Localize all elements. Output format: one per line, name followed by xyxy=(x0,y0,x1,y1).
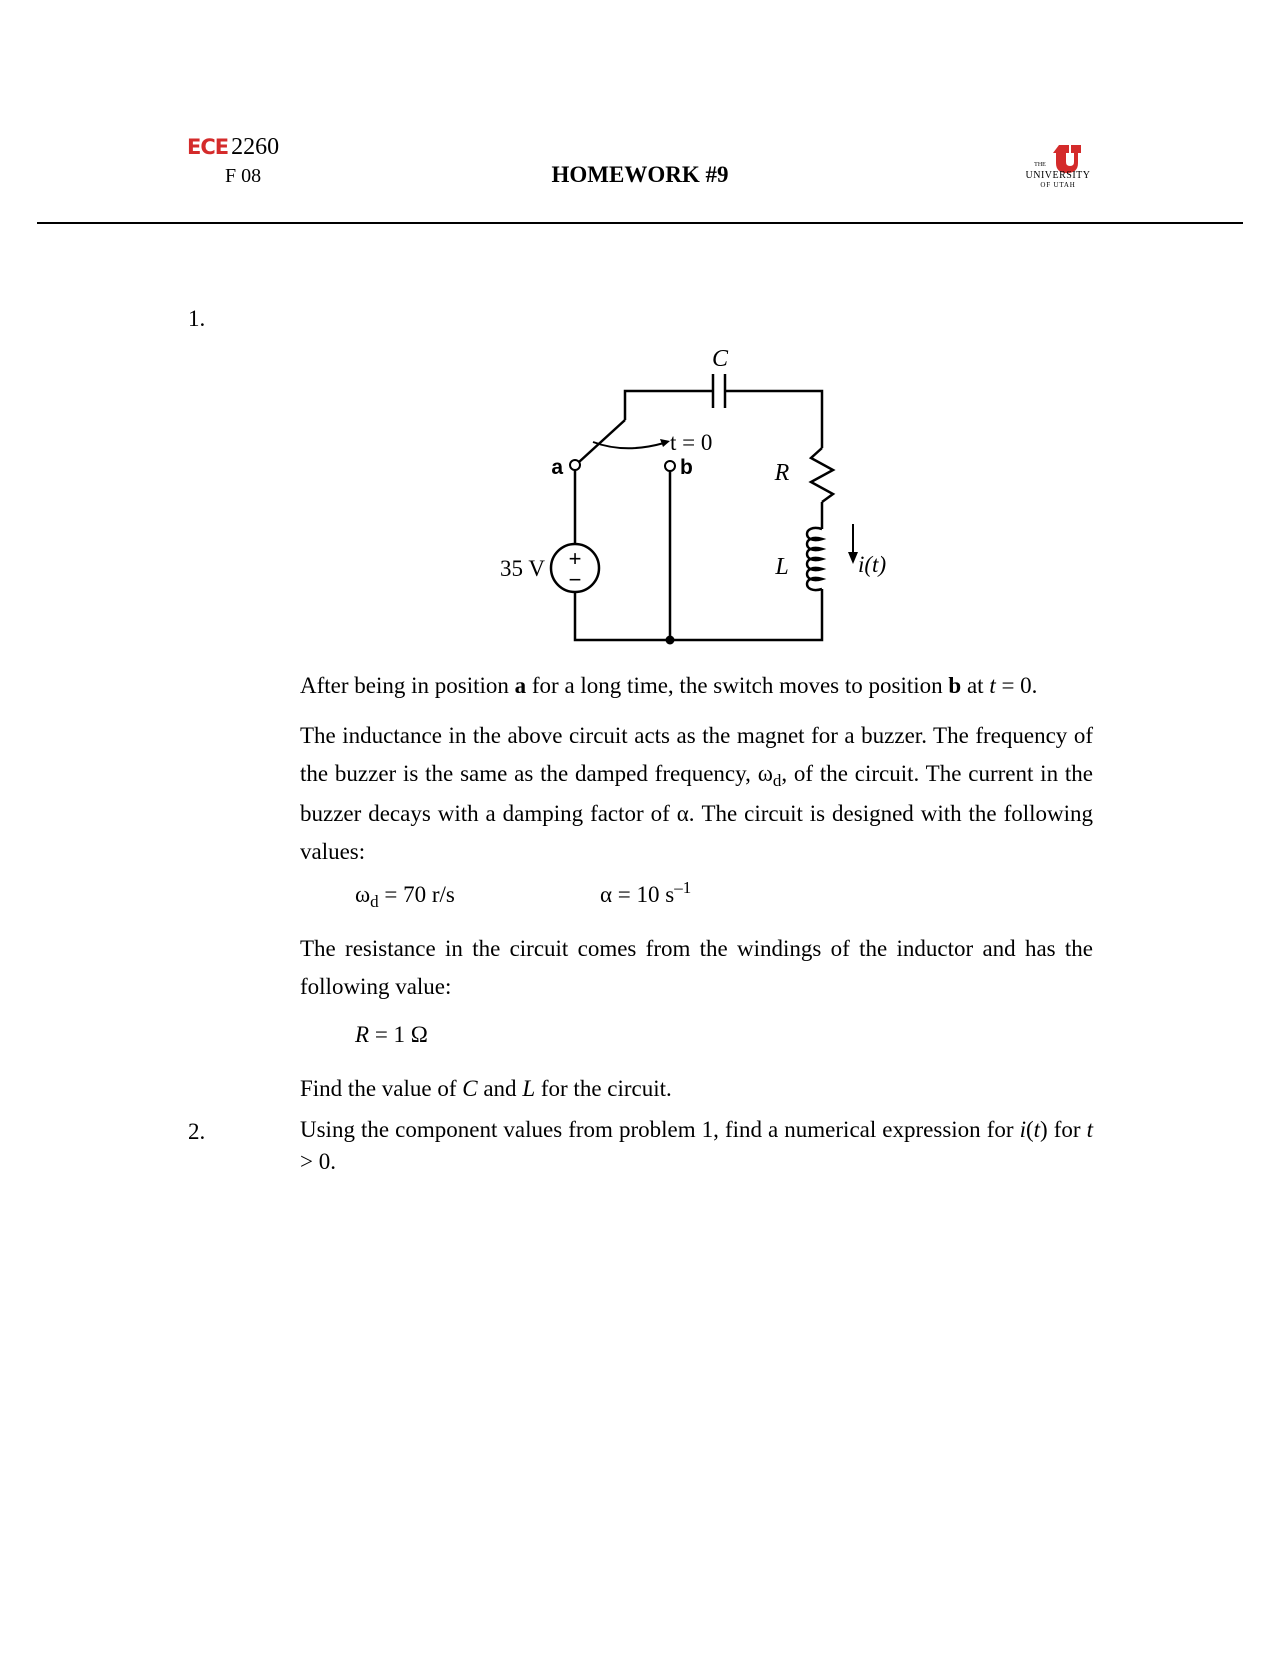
course-code xyxy=(187,134,279,160)
given-alpha: α = 10 $s^{-1}$ xyxy=(600,878,692,907)
source-plus: + xyxy=(568,546,582,571)
problem-2-number: 2. xyxy=(188,1119,206,1144)
terminal-b-node xyxy=(665,461,675,471)
wire-top-left xyxy=(625,391,713,420)
logo-name-text: UNIVERSITY xyxy=(1026,170,1090,181)
inductor-coil xyxy=(807,528,822,590)
circuit-diagram xyxy=(470,336,910,646)
logo-top-text: THE xyxy=(1034,162,1046,168)
problem-2-text: Using the component values from problem 1, find a numerical expression for i(t) for t > 0. xyxy=(300,1117,1093,1174)
course-number: 2260 xyxy=(231,134,280,160)
term-label: F 08 xyxy=(225,165,262,187)
problem-1-description: The inductance in the above circuit acts as the magnet for a buzzer. The frequency of the buzzer is the same as the damped frequency, $\omega_d$, of the circuit. The current in the buzzer decays with a damping factor of α. The circuit is designed with the following values: xyxy=(300,723,1094,864)
inductor-label: L xyxy=(775,554,789,580)
given-omega-d: $\omega_d = 70$ r/s xyxy=(355,882,455,911)
current-arrowhead xyxy=(848,552,858,564)
source-minus: − xyxy=(568,567,582,592)
page-title: HOMEWORK #9 xyxy=(551,162,729,187)
terminal-b-label: b xyxy=(680,456,693,479)
resistor-label: R xyxy=(774,460,790,486)
switch-arc-arrowhead xyxy=(660,439,670,447)
capacitor-label: C xyxy=(711,346,729,372)
logo-u-letter xyxy=(1053,145,1081,173)
problem-1-task: Find the value of C and L for the circuit. xyxy=(300,1076,672,1101)
junction-dot xyxy=(666,636,675,645)
resistor-zigzag xyxy=(811,448,833,502)
resistance-description: The resistance in the circuit comes from the windings of the inductor and has the following value: xyxy=(300,936,1093,999)
source-voltage-label: 35 V xyxy=(500,556,545,581)
wire-top-right xyxy=(725,391,822,448)
problem-1-intro: After being in position a for a long time, the switch moves to position b at t = 0. xyxy=(300,673,1038,698)
switch-time-label: t = 0 xyxy=(670,430,713,455)
wire-right-bottom xyxy=(575,589,822,640)
problem-1-number: 1. xyxy=(188,306,206,331)
given-resistance: R = 1 Ω xyxy=(355,1022,428,1047)
university-logo xyxy=(1026,143,1090,191)
course-prefix: ECE xyxy=(187,135,229,159)
logo-bottom-text: OF UTAH xyxy=(1040,181,1076,189)
terminal-a-label: a xyxy=(551,456,563,479)
header-divider xyxy=(37,222,1243,224)
switch-blade xyxy=(579,420,625,462)
switch-arc xyxy=(593,442,664,448)
current-label: i(t) xyxy=(858,552,887,577)
terminal-a-node xyxy=(570,460,580,470)
